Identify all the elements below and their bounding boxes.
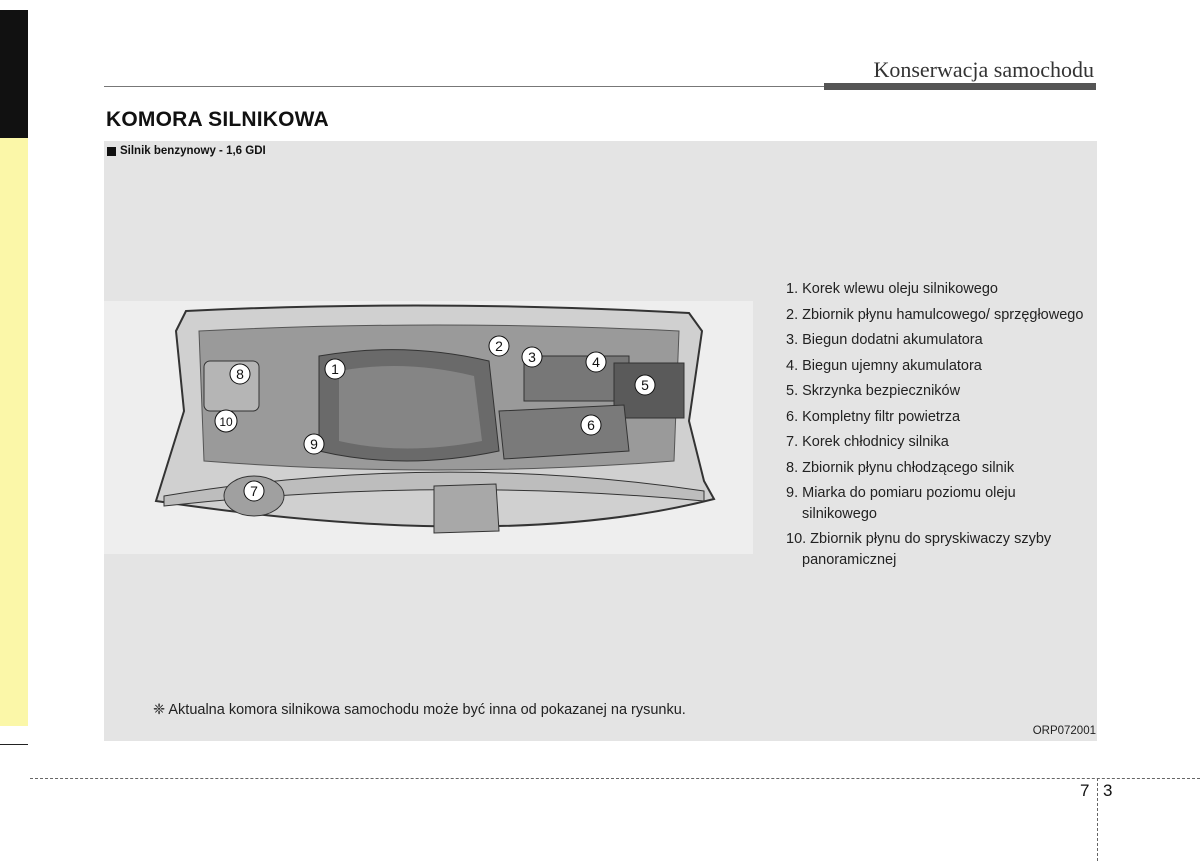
callout-label: 3 xyxy=(528,349,536,365)
legend-item: 7. Korek chłodnicy silnika xyxy=(786,434,949,450)
legend-item: 2. Zbiornik płynu hamulcowego/ sprzęgłowego xyxy=(786,306,1084,323)
legend-item: 1. Korek wlewu oleju silnikowego xyxy=(786,281,998,297)
legend-item: 10. Zbiornik płynu do spryskiwaczy szyby panoramicznej xyxy=(786,531,1052,568)
legend-item: 3. Biegun dodatni akumulatora xyxy=(786,332,983,348)
legend-item: 4. Biegun ujemny akumulatora xyxy=(786,357,982,374)
footer-dashed-rule xyxy=(30,778,1200,779)
legend-item: 8. Zbiornik płynu chłodzącego silnik xyxy=(786,459,1015,476)
side-rule xyxy=(0,744,28,745)
chapter-tab-black xyxy=(0,10,28,138)
callout-label: 8 xyxy=(236,366,244,382)
callout-label: 5 xyxy=(641,377,649,393)
legend-item: 6. Kompletny filtr powietrza xyxy=(786,408,961,425)
header-rule-thick xyxy=(824,83,1096,90)
running-header-title: Konserwacja samochodu xyxy=(873,57,1094,82)
square-bullet-icon xyxy=(107,147,116,156)
component-legend xyxy=(786,279,1086,575)
footer-vertical-dashed-rule xyxy=(1097,778,1098,861)
figure-subtitle xyxy=(107,145,266,157)
callout-label: 7 xyxy=(250,483,258,499)
section-title: KOMORA SILNIKOWA xyxy=(106,108,329,131)
callout-label: 2 xyxy=(495,338,503,354)
chapter-tab-yellow xyxy=(0,138,28,726)
callout-label: 9 xyxy=(310,436,318,452)
callout-label: 6 xyxy=(587,417,595,433)
callout-label: 4 xyxy=(592,354,600,370)
chapter-number: 7 xyxy=(1080,781,1090,800)
engine-bay-illustration xyxy=(104,301,753,554)
figure-code: ORP072001 xyxy=(1032,725,1096,737)
figure-note: ❈ Aktualna komora silnikowa samochodu może być inna od pokazanej na rysunku. xyxy=(153,702,686,718)
callout-label: 1 xyxy=(331,361,339,377)
callout-label: 10 xyxy=(219,415,233,429)
legend-item: 9. Miarka do pomiaru poziomu oleju silnikowego xyxy=(786,485,1016,522)
page-number: 3 xyxy=(1103,781,1113,800)
legend-item: 5. Skrzynka bezpieczników xyxy=(786,383,961,399)
figure-subtitle-text: Silnik benzynowy - 1,6 GDI xyxy=(120,145,266,157)
header-rule-thin xyxy=(104,86,824,87)
